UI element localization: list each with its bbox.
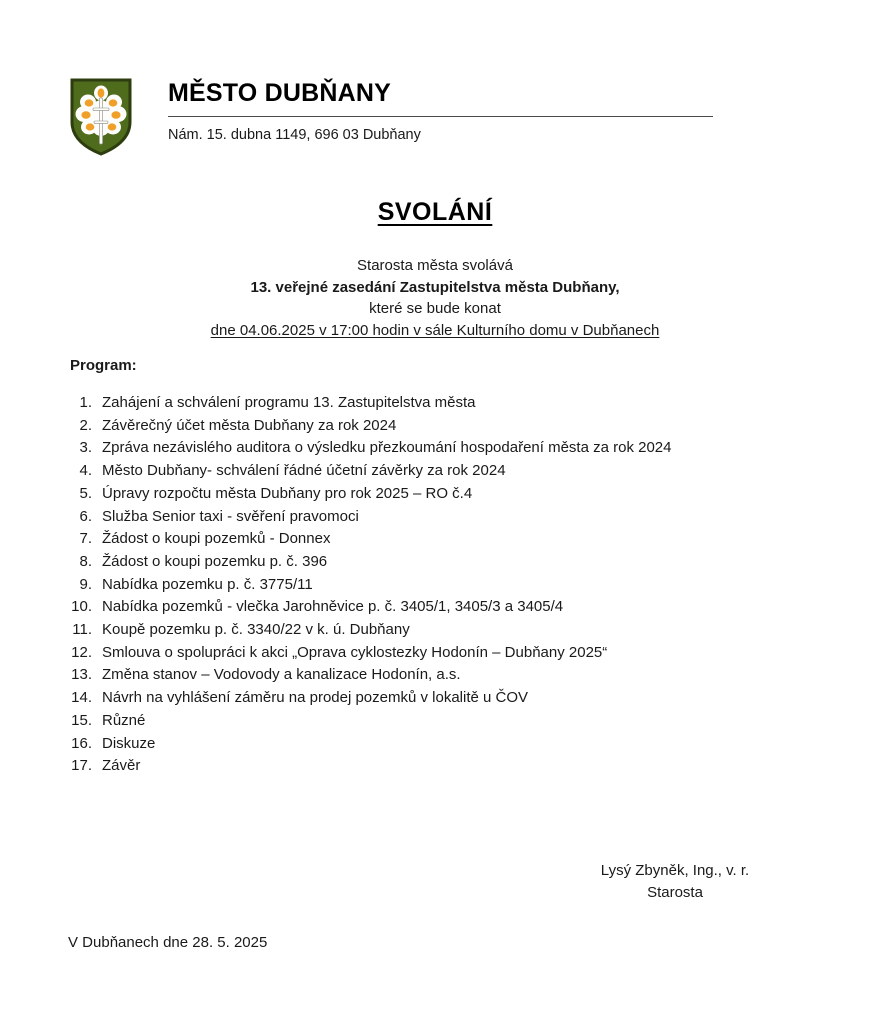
list-item-number: 9.: [79, 575, 92, 593]
organization-address: Nám. 15. dubna 1149, 696 03 Dubňany: [168, 127, 421, 143]
list-item-number: 5.: [79, 484, 92, 502]
list-item-text: Úpravy rozpočtu města Dubňany pro rok 2025 – RO č.4: [102, 484, 473, 502]
list-item-number: 10.: [71, 598, 92, 616]
dubnany-coat-of-arms-icon: [70, 78, 132, 156]
list-item: [70, 483, 810, 506]
list-item-text: Koupě pozemku p. č. 3340/22 v k. ú. Dubňany: [102, 621, 410, 639]
convocation-line-3: které se bude konat: [369, 300, 501, 317]
list-item: [70, 506, 810, 529]
page-title: SVOLÁNÍ: [377, 198, 493, 226]
convocation-line-2: 13. veřejné zasedání Zastupitelstva města Dubňany,: [250, 278, 620, 296]
list-item-text: Nabídka pozemku p. č. 3775/11: [102, 575, 313, 593]
list-item: [70, 619, 810, 642]
list-item-text: Služba Senior taxi - svěření pravomoci: [102, 507, 359, 525]
list-item-number: 17.: [71, 757, 92, 775]
list-item-text: Zahájení a schválení programu 13. Zastupitelstva města: [102, 394, 476, 411]
list-item: [70, 755, 810, 778]
convocation-line-1: Starosta města svolává: [357, 257, 513, 274]
convocation-line-4: dne 04.06.2025 v 17:00 hodin v sále Kulturního domu v Dubňanech: [210, 321, 660, 339]
list-item-text: Smlouva o spolupráci k akci „Oprava cyklostezky Hodonín – Dubňany 2025“: [102, 643, 608, 661]
list-item-number: 2.: [79, 416, 92, 434]
list-item: [70, 460, 810, 483]
list-item-text: Město Dubňany- schválení řádné účetní závěrky za rok 2024: [102, 462, 506, 480]
list-item-text: Diskuze: [102, 734, 156, 752]
list-item-number: 3.: [79, 439, 92, 457]
list-item-number: 12.: [71, 643, 92, 661]
letterhead-divider: [168, 116, 713, 117]
signature-block: [520, 860, 830, 904]
list-item-number: 13.: [71, 666, 92, 684]
list-item-text: Zpráva nezávislého auditora o výsledku přezkoumání hospodaření města za rok 2024: [102, 439, 672, 457]
list-item: [70, 437, 810, 460]
list-item: [70, 664, 810, 687]
list-item: [70, 574, 810, 597]
list-item-text: Nabídka pozemků - vlečka Jarohněvice p. č. 3405/1, 3405/3 a 3405/4: [102, 598, 564, 616]
list-item-text: Návrh na vyhlášení záměru na prodej pozemků v lokalitě u ČOV: [102, 689, 529, 707]
place-and-date: V Dubňanech dne 28. 5. 2025: [68, 934, 268, 951]
list-item-number: 11.: [72, 621, 92, 639]
list-item-text: Žádost o koupi pozemků - Donnex: [102, 530, 331, 548]
list-item: [70, 642, 810, 665]
list-item: [70, 392, 810, 415]
list-item: [70, 528, 810, 551]
list-item-text: Změna stanov – Vodovody a kanalizace Hodonín, a.s.: [102, 666, 461, 684]
list-item-text: Závěr: [102, 757, 141, 775]
signatory-role: Starosta: [647, 884, 703, 901]
list-item-number: 15.: [71, 711, 92, 729]
program-list: [70, 392, 810, 778]
signatory-name: Lysý Zbyněk, Ing., v. r.: [600, 862, 750, 879]
list-item: [70, 687, 810, 710]
list-item: [70, 596, 810, 619]
list-item-number: 7.: [79, 530, 92, 548]
list-item-text: Žádost o koupi pozemku p. č. 396: [102, 552, 328, 570]
list-item: [70, 710, 810, 733]
list-item: [70, 551, 810, 574]
list-item-number: 4.: [79, 462, 92, 480]
letterhead-text: [168, 78, 713, 144]
list-item-number: 16.: [71, 734, 92, 752]
convocation-block: [0, 255, 870, 341]
organization-name: MĚSTO DUBŇANY: [168, 79, 391, 107]
list-item-number: 6.: [79, 507, 92, 525]
list-item-number: 8.: [79, 552, 92, 570]
list-item: [70, 733, 810, 756]
program-heading: Program:: [70, 357, 137, 374]
list-item-number: 1.: [79, 394, 92, 411]
list-item-text: Závěrečný účet města Dubňany za rok 2024: [102, 416, 397, 434]
list-item-number: 14.: [71, 689, 92, 707]
list-item: [70, 415, 810, 438]
list-item-text: Různé: [102, 711, 146, 729]
letterhead: [70, 78, 730, 162]
